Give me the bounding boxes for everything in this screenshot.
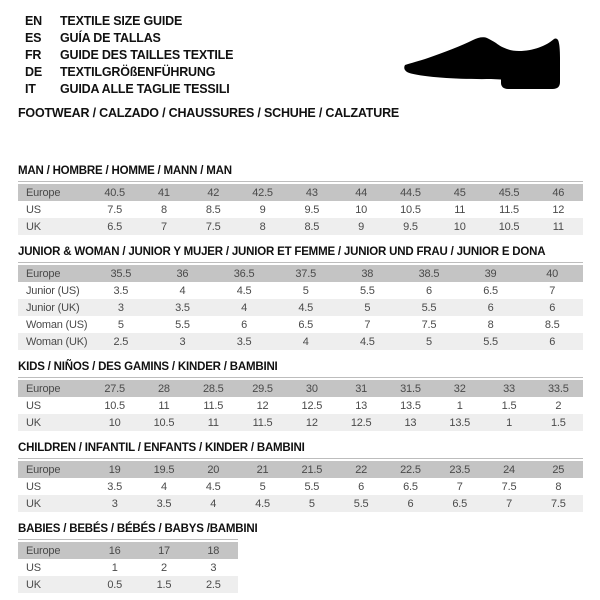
size-cell: 1.5	[156, 578, 172, 591]
language-code: DE	[25, 65, 42, 79]
row-label: UK	[26, 220, 41, 233]
size-cell: 6	[425, 284, 432, 297]
size-cell: 32	[453, 382, 466, 395]
size-cell: 10	[355, 203, 368, 216]
size-cell: 21.5	[301, 463, 323, 476]
language-label: GUIDA ALLE TAGLIE TESSILI	[60, 82, 230, 96]
table-row	[18, 265, 583, 282]
size-cell: 4	[210, 497, 217, 510]
size-cell: 2.5	[113, 335, 129, 348]
size-cell: 7	[364, 318, 371, 331]
row-label: US	[26, 203, 41, 216]
language-code: IT	[25, 82, 36, 96]
size-cell: 1	[456, 399, 463, 412]
size-cell: 7.5	[550, 497, 566, 510]
size-cell: 29.5	[252, 382, 273, 395]
table-row	[18, 380, 583, 397]
size-cell: 8.5	[205, 203, 221, 216]
size-cell: 16	[108, 544, 121, 557]
size-cell: 5.5	[175, 318, 190, 331]
size-cell: 11	[552, 220, 564, 233]
size-cell: 2.5	[205, 578, 221, 591]
size-cell: 7.5	[107, 203, 122, 216]
size-cell: 4.5	[236, 284, 252, 297]
size-cell: 1	[111, 561, 118, 574]
size-cell: 1.5	[550, 416, 566, 429]
table-title: BABIES / BEBÉS / BÉBÉS / BABYS /BAMBINI	[18, 523, 258, 535]
size-cell: 39	[484, 267, 497, 280]
size-cell: 36.5	[233, 267, 255, 280]
size-cell: 25	[552, 463, 565, 476]
size-cell: 8	[160, 203, 167, 216]
size-table	[18, 377, 583, 431]
size-cell: 31.5	[400, 382, 421, 395]
size-cell: 6.5	[403, 480, 418, 493]
size-cell: 5	[364, 301, 371, 314]
language-code: EN	[25, 14, 42, 28]
size-cell: 10	[453, 220, 466, 233]
size-cell: 5.5	[353, 497, 369, 510]
size-cell: 3	[179, 335, 186, 348]
size-cell: 3.5	[107, 480, 122, 493]
size-cell: 7.5	[205, 220, 221, 233]
size-table-section-junior-woman	[18, 246, 600, 350]
category-title: FOOTWEAR / CALZADO / CHAUSSURES / SCHUHE / CALZATURE	[18, 106, 400, 120]
size-cell: 9	[358, 220, 365, 233]
size-cell: 12.5	[350, 416, 372, 429]
size-cell: 3.5	[236, 335, 252, 348]
size-table	[18, 181, 583, 235]
size-cell: 6	[549, 301, 556, 314]
size-cell: 42	[207, 186, 220, 199]
table-row	[18, 478, 583, 495]
size-cell: 18	[207, 544, 220, 557]
size-cell: 8	[259, 220, 266, 233]
size-cell: 7.5	[501, 480, 517, 493]
size-cell: 3.5	[156, 497, 172, 510]
language-code: FR	[25, 48, 42, 62]
size-cell: 11	[158, 399, 170, 412]
size-cell: 6	[241, 318, 248, 331]
size-cell: 30	[305, 382, 318, 395]
size-cell: 5	[302, 284, 309, 297]
row-label: US	[26, 561, 41, 574]
size-cell: 38.5	[418, 267, 440, 280]
size-cell: 10	[108, 416, 121, 429]
size-cell: 3	[117, 301, 124, 314]
size-cell: 6.5	[107, 220, 122, 233]
size-cell: 4	[160, 480, 167, 493]
table-row	[18, 299, 583, 316]
size-cell: 3.5	[175, 301, 190, 314]
row-label: UK	[26, 497, 41, 510]
size-cell: 1	[506, 416, 512, 429]
table-row	[18, 397, 583, 414]
size-table-section-kids	[18, 361, 600, 431]
size-cell: 13.5	[449, 416, 471, 429]
size-table-section-man	[18, 165, 600, 235]
size-table-section-babies	[18, 523, 600, 593]
row-label: UK	[26, 578, 41, 591]
size-cell: 12.5	[301, 399, 323, 412]
table-row	[18, 316, 583, 333]
table-row	[18, 201, 583, 218]
size-cell: 4	[241, 301, 248, 314]
size-cell: 1.5	[501, 399, 517, 412]
row-label: Europe	[26, 267, 61, 280]
size-cell: 4	[179, 284, 186, 297]
size-table-section-children	[18, 442, 600, 512]
size-cell: 33	[503, 382, 515, 395]
dress-shoe-icon	[403, 36, 567, 92]
size-cell: 7	[506, 497, 512, 510]
size-cell: 7	[160, 220, 167, 233]
row-label: Woman (US)	[26, 318, 88, 331]
size-cell: 4.5	[359, 335, 375, 348]
size-cell: 40.5	[104, 186, 125, 199]
row-label: Europe	[26, 382, 61, 395]
table-row	[18, 184, 583, 201]
size-cell: 24	[503, 463, 515, 476]
size-cell: 5.5	[421, 301, 437, 314]
size-cell: 4.5	[205, 480, 221, 493]
size-cell: 8	[555, 480, 562, 493]
table-title: MAN / HOMBRE / HOMME / MANN / MAN	[18, 165, 232, 177]
size-cell: 44	[355, 186, 368, 199]
size-cell: 36	[176, 267, 189, 280]
size-cell: 10.5	[153, 416, 175, 429]
size-cell: 31	[355, 382, 368, 395]
table-row	[18, 576, 238, 593]
row-label: Europe	[26, 186, 61, 199]
size-cell: 19	[108, 463, 121, 476]
size-cell: 13.5	[400, 399, 421, 412]
size-cell: 5	[308, 497, 315, 510]
size-cell: 28	[158, 382, 170, 395]
language-row	[25, 13, 600, 30]
size-cell: 41	[158, 186, 170, 199]
size-table	[18, 539, 238, 593]
table-row	[18, 461, 583, 478]
size-cell: 7	[549, 284, 556, 297]
size-cell: 8.5	[304, 220, 320, 233]
size-cell: 17	[158, 544, 170, 557]
table-title: KIDS / NIÑOS / DES GAMINS / KINDER / BAMBINI	[18, 361, 278, 373]
size-cell: 7.5	[421, 318, 437, 331]
size-cell: 4.5	[298, 301, 314, 314]
size-cell: 33.5	[548, 382, 569, 395]
size-cell: 6	[549, 335, 556, 348]
size-cell: 44.5	[400, 186, 421, 199]
size-cell: 10.5	[400, 203, 421, 216]
size-cell: 8	[487, 318, 494, 331]
row-label: Junior (UK)	[26, 301, 80, 314]
size-cell: 6	[487, 301, 494, 314]
row-label: US	[26, 399, 41, 412]
size-cell: 12	[256, 399, 269, 412]
size-cell: 8.5	[544, 318, 560, 331]
size-cell: 11	[207, 416, 219, 429]
size-cell: 12	[552, 203, 565, 216]
size-cell: 20	[207, 463, 220, 476]
table-row	[18, 282, 583, 299]
size-cell: 5	[117, 318, 124, 331]
size-cell: 43	[305, 186, 318, 199]
size-cell: 38	[361, 267, 374, 280]
size-cell: 11.5	[252, 416, 273, 429]
size-cell: 37.5	[295, 267, 316, 280]
language-label: GUÍA DE TALLAS	[60, 31, 161, 45]
size-cell: 6	[358, 480, 365, 493]
size-cell: 6.5	[483, 284, 498, 297]
size-cell: 22	[355, 463, 368, 476]
row-label: Junior (US)	[26, 284, 80, 297]
size-cell: 4.5	[255, 497, 270, 510]
size-cell: 42.5	[252, 186, 273, 199]
size-cell: 27.5	[104, 382, 125, 395]
size-cell: 6.5	[452, 497, 468, 510]
size-cell: 5.5	[483, 335, 498, 348]
size-cell: 11.5	[499, 203, 519, 216]
size-cell: 0.5	[107, 578, 123, 591]
row-label: Woman (UK)	[26, 335, 88, 348]
size-table	[18, 458, 583, 512]
size-cell: 40	[546, 267, 559, 280]
size-cell: 10.5	[104, 399, 125, 412]
size-cell: 6	[407, 497, 414, 510]
size-cell: 22.5	[400, 463, 421, 476]
language-label: TEXTILGRÖßENFÜHRUNG	[60, 65, 216, 79]
language-label: GUIDE DES TAILLES TEXTILE	[60, 48, 234, 62]
table-title: JUNIOR & WOMAN / JUNIOR Y MUJER / JUNIOR ET FEMME / JUNIOR UND FRAU / JUNIOR E DONA	[18, 246, 546, 258]
table-row	[18, 218, 583, 235]
table-row	[18, 414, 583, 431]
size-cell: 45	[453, 186, 466, 199]
size-cell: 11	[454, 203, 466, 216]
row-label: Europe	[26, 463, 61, 476]
size-cell: 5.5	[304, 480, 320, 493]
size-cell: 4	[302, 335, 309, 348]
size-cell: 2	[161, 561, 167, 574]
table-row	[18, 542, 238, 559]
size-cell: 10.5	[498, 220, 520, 233]
size-cell: 9.5	[403, 220, 418, 233]
size-cell: 3	[111, 497, 118, 510]
size-cell: 21	[256, 463, 269, 476]
size-cell: 45.5	[498, 186, 520, 199]
language-code: ES	[25, 31, 42, 45]
table-title: CHILDREN / INFANTIL / ENFANTS / KINDER / BAMBINI	[18, 442, 305, 454]
row-label: US	[26, 480, 41, 493]
size-cell: 13	[355, 399, 368, 412]
row-label: Europe	[26, 544, 61, 557]
size-cell: 46	[552, 186, 565, 199]
size-cell: 2	[555, 399, 562, 412]
language-label: TEXTILE SIZE GUIDE	[60, 14, 183, 28]
row-label: UK	[26, 416, 41, 429]
size-cell: 7	[456, 480, 463, 493]
table-row	[18, 495, 583, 512]
size-cell: 9.5	[304, 203, 320, 216]
size-cell: 12	[305, 416, 318, 429]
size-cell: 28.5	[202, 382, 224, 395]
size-cell: 3.5	[113, 284, 129, 297]
size-cell: 5.5	[359, 284, 375, 297]
size-cell: 35.5	[110, 267, 132, 280]
size-cell: 11.5	[203, 399, 224, 412]
size-cell: 9	[259, 203, 266, 216]
table-row	[18, 333, 583, 350]
size-cell: 19.5	[153, 463, 175, 476]
size-cell: 13	[404, 416, 417, 429]
size-cell: 3	[210, 561, 217, 574]
size-cell: 6.5	[298, 318, 314, 331]
size-cell: 5	[259, 480, 266, 493]
size-cell: 23.5	[449, 463, 471, 476]
size-cell: 5	[425, 335, 432, 348]
table-row	[18, 559, 238, 576]
size-table	[18, 262, 583, 350]
